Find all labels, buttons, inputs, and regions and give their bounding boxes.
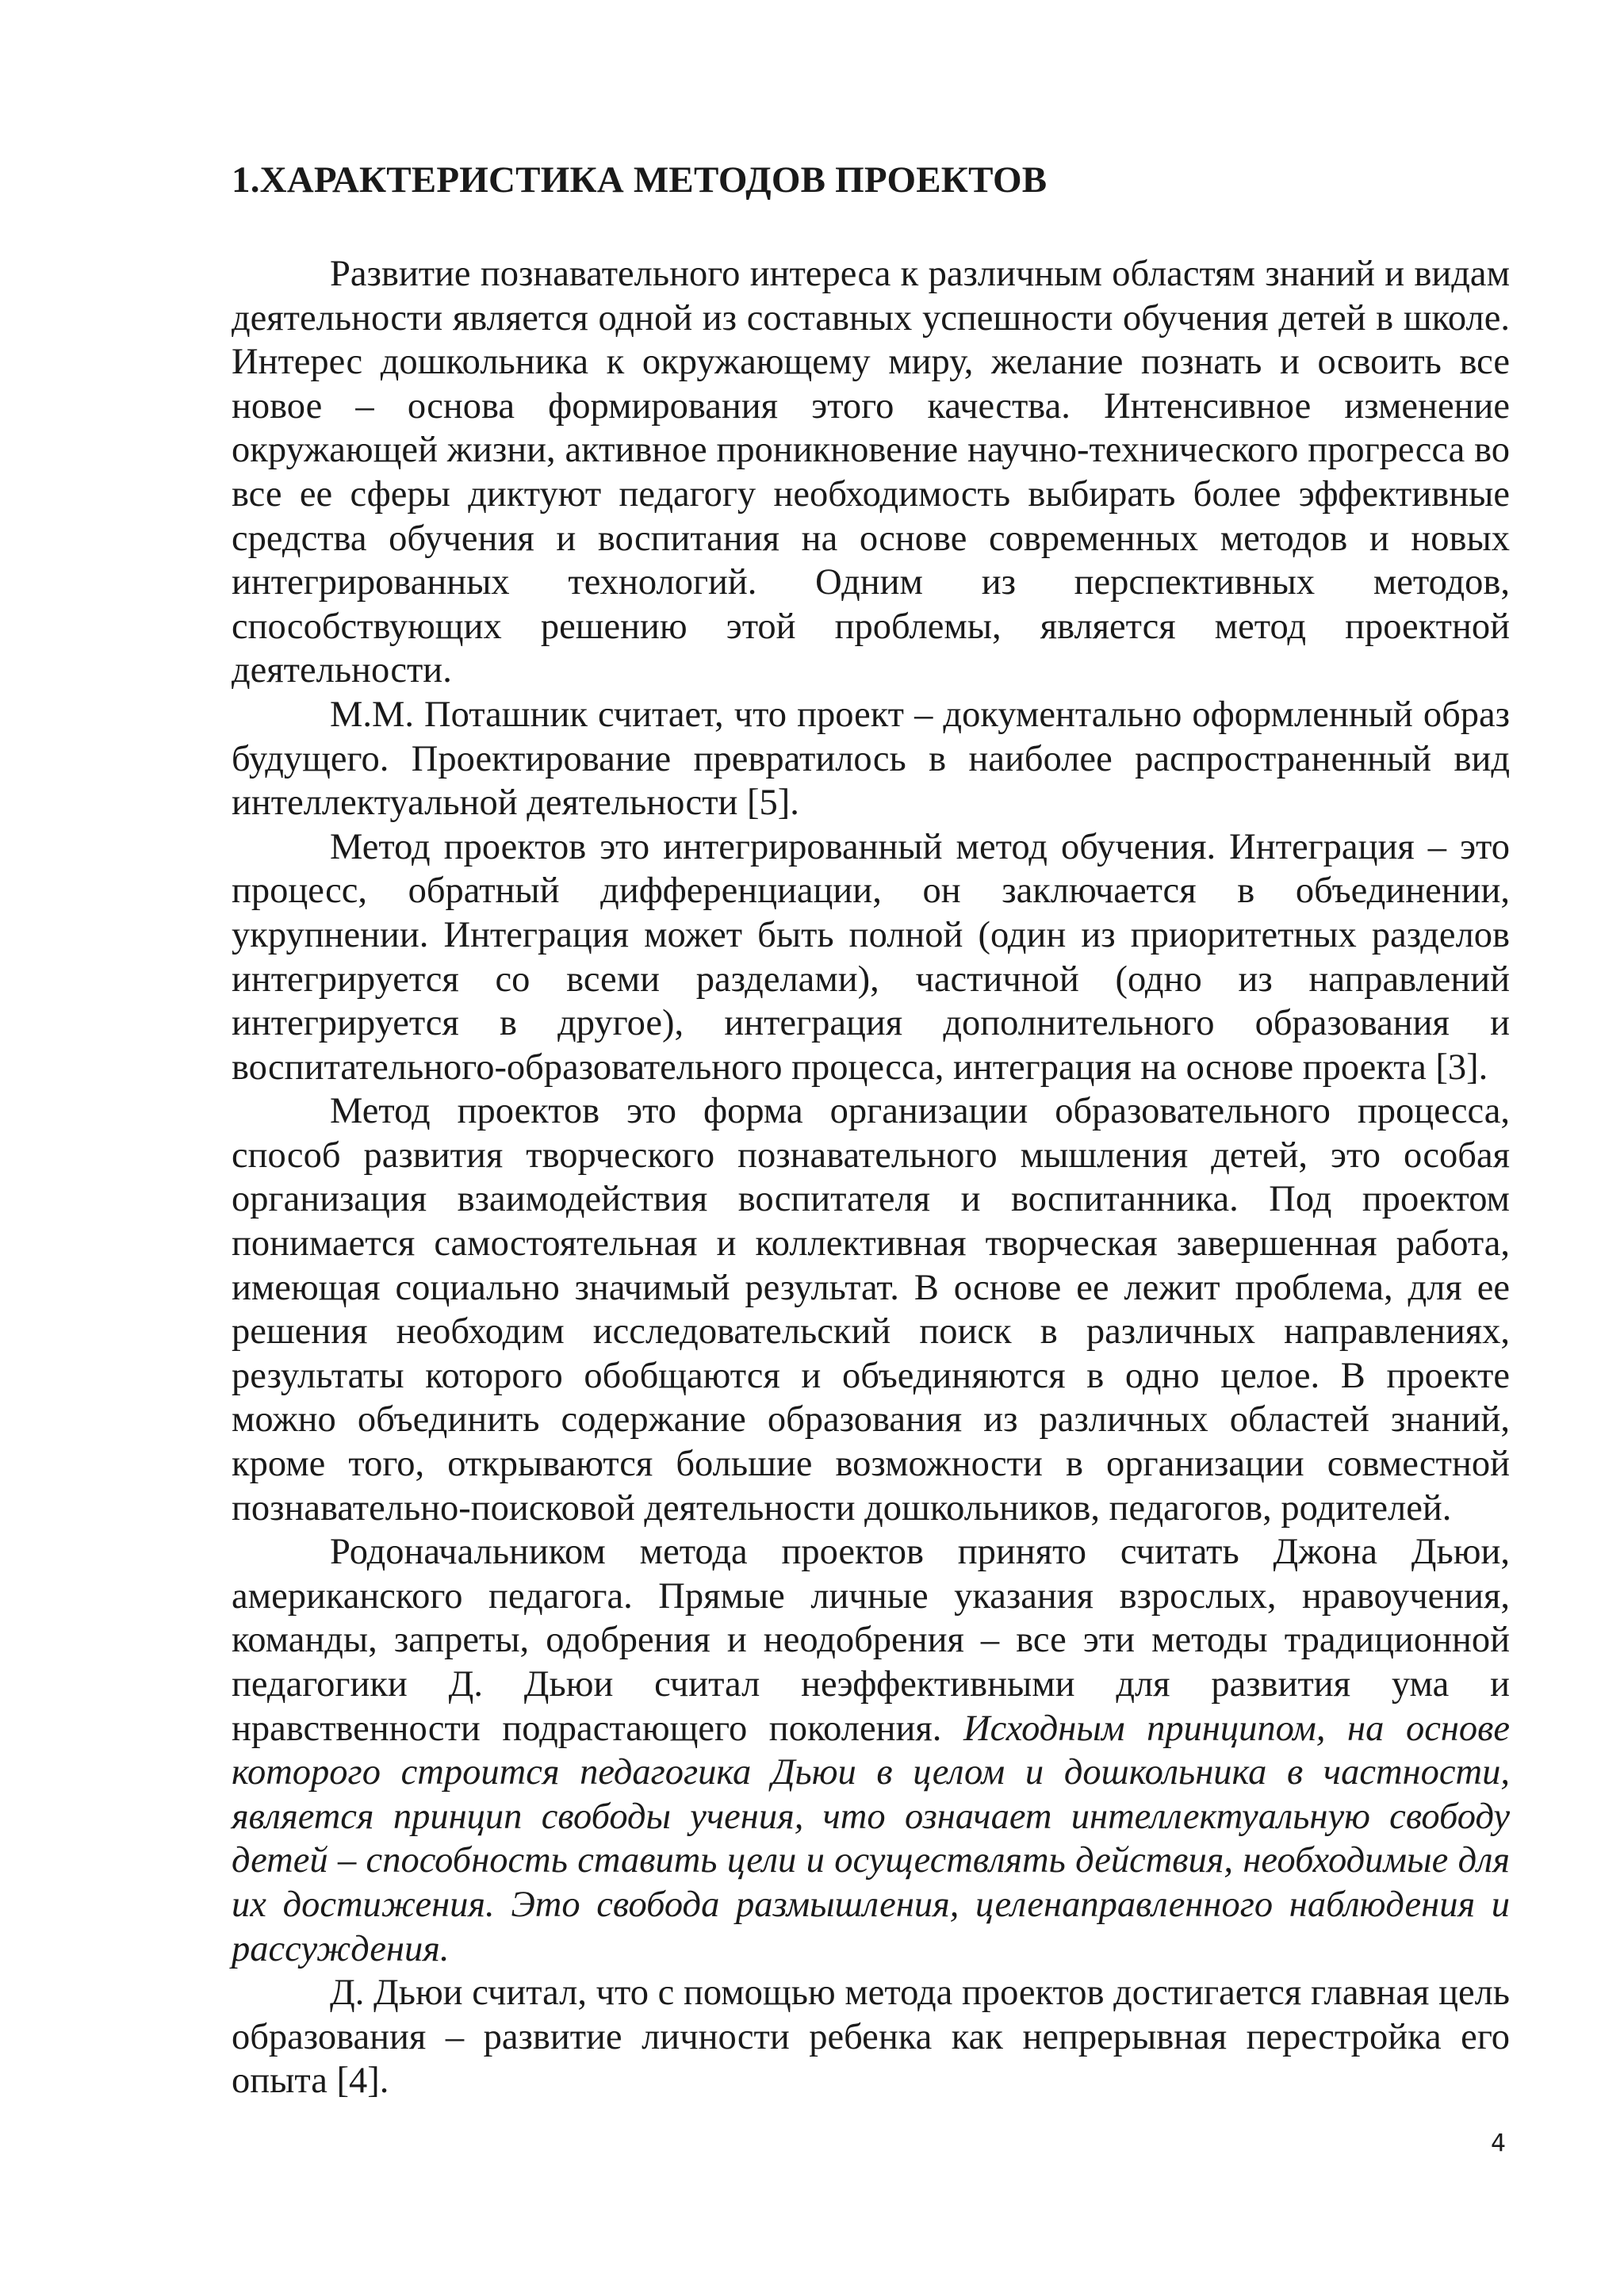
paragraph-1: Развитие познавательного интереса к различным областям знаний и видам деятельности является одной из составных успешности обучения детей в школе. Интерес дошкольника к окружающему миру, желание познать и освоить все новое – основа формирования этого качества. Интенсивное изменение окружающей жизни, активное проникновение научно-технического прогресса во все ее сферы диктуют педагогу необходимость выбирать более эффективные средства обучения и воспитания на основе современных методов и новых интегрированных технологий. Одним из перспективных методов, способствующих решению этой проблемы, является метод проектной деятельности.: [232, 254, 1510, 691]
paragraph-5-regular-text: Родоначальником метода проектов принято считать Джона Дьюи, американского педагога. Прямые личные указания взрослых, нравоучения, команды, запреты, одобрения и неодобрения – все эти методы традиционной педагогики Д. Дьюи считал неэффективными для развития ума и нравственности подрастающего поколения.: [232, 1532, 1510, 1749]
paragraph-5-italic-text: Исходным принципом, на основе которого строится педагогика Дьюи в целом и дошкольника в частности, является принцип свободы учения, что означает интеллектуальную свободу детей – способность ставить цели и осуществлять действия, необходимые для их достижения. Это свобода размышления, целенаправленного наблюдения и рассуждения.: [232, 1708, 1510, 1969]
page-number: 4: [1491, 2130, 1507, 2157]
paragraph-6: Д. Дьюи считал, что с помощью метода проектов достигается главная цель образования – развитие личности ребенка как непрерывная перестройка его опыта [4].: [232, 1973, 1510, 2102]
section-title: 1.ХАРАКТЕРИСТИКА МЕТОДОВ ПРОЕКТОВ: [232, 159, 1048, 201]
paragraph-2: М.М. Поташник считает, что проект – документально оформленный образ будущего. Проектирование превратилось в наиболее распространенный вид интеллектуальной деятельности [5].: [232, 694, 1510, 824]
paragraph-5: [232, 1530, 1510, 1971]
paragraph-4: Метод проектов это форма организации образовательного процесса, способ развития творческого познавательного мышления детей, это особая организация взаимодействия воспитателя и воспитанника. Под проектом понимается самостоятельная и коллективная творческая завершенная работа, имеющая социально значимый результат. В основе ее лежит проблема, для ее решения необходим исследовательский поиск в различных направлениях, результаты которого обобщаются и объединяются в одно целое. В проекте можно объединить содержание образования из различных областей знаний, кроме того, открываются большие возможности в организации совместной познавательно-поисковой деятельности дошкольников, педагогов, родителей.: [232, 1091, 1510, 1529]
page-content: [232, 152, 1510, 2103]
paragraph-3: Метод проектов это интегрированный метод обучения. Интеграция – это процесс, обратный дифференциации, он заключается в объединении, укрупнении. Интеграция может быть полной (один из приоритетных разделов интегрируется со всеми разделами), частичной (одно из направлений интегрируется в другое), интеграция дополнительного образования и воспитательного-образовательного процесса, интеграция на основе проекта [3].: [232, 826, 1510, 1088]
